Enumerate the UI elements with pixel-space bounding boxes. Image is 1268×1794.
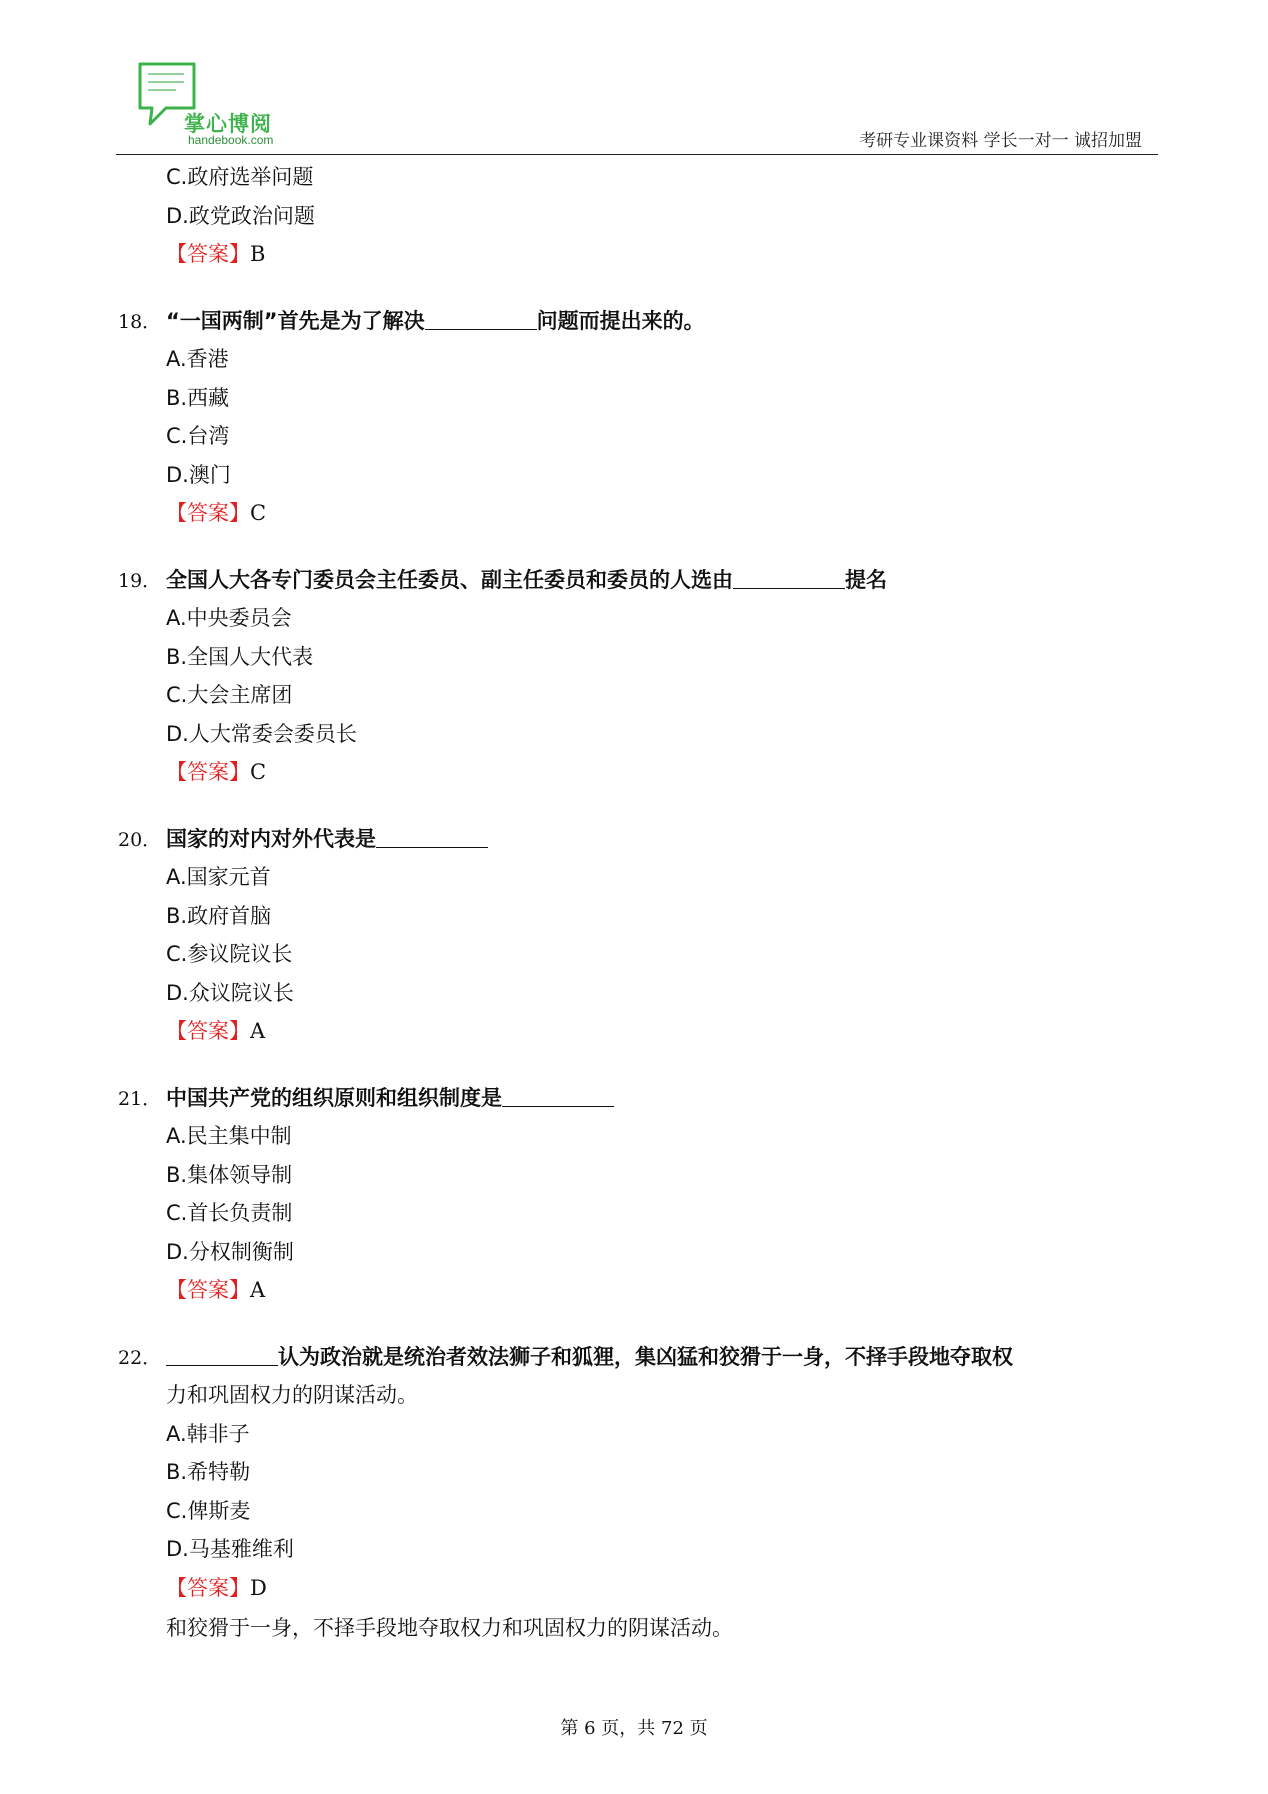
- option-d: D.澳门: [166, 462, 231, 487]
- answer-line: [118, 235, 1078, 274]
- option-d: D.马基雅维利: [166, 1537, 294, 1561]
- answer-line: [118, 1271, 1078, 1310]
- option-c: C.参议院议长: [166, 942, 293, 966]
- question-stem: [118, 561, 1078, 600]
- option-c: C.政府选举问题: [166, 165, 314, 189]
- question-18: [118, 302, 1078, 533]
- question-stem: [118, 820, 1078, 859]
- question-19: [118, 561, 1078, 792]
- option-b: B.集体领导制: [166, 1162, 293, 1187]
- page-header: [116, 58, 1158, 156]
- answer-value: A: [250, 1278, 266, 1302]
- question-20: [118, 820, 1078, 1051]
- answer-value: A: [250, 1019, 266, 1043]
- option-a: A.韩非子: [166, 1421, 250, 1446]
- question-continuation: 力和巩固权力的阴谋活动。: [166, 1383, 418, 1407]
- question-text-after: 提名: [845, 567, 887, 592]
- option-a: A.香港: [166, 347, 229, 371]
- question-number: 20．: [118, 828, 162, 851]
- answer-label: 【答案】: [166, 760, 250, 784]
- fill-blank: [376, 827, 488, 848]
- option-c: C.首长负责制: [166, 1201, 293, 1225]
- option-d: D.众议院议长: [166, 980, 294, 1005]
- page-footer: 第 6 页，共 72 页: [560, 1718, 708, 1739]
- option-b: B.政府首脑: [166, 903, 272, 928]
- question-number: 18．: [118, 310, 162, 333]
- option-c: C.俾斯麦: [166, 1498, 251, 1523]
- question-22: [118, 1338, 1078, 1648]
- option-b: B.希特勒: [166, 1460, 251, 1484]
- fill-blank: [425, 309, 537, 330]
- question-stem: [118, 1338, 1078, 1377]
- question-number: 19．: [118, 569, 162, 592]
- question-stem: [118, 302, 1078, 341]
- option-a: A.国家元首: [166, 865, 271, 889]
- answer-label: 【答案】: [166, 242, 250, 266]
- answer-value: C: [250, 760, 267, 784]
- option-d: D.人大常委会委员长: [166, 721, 357, 746]
- question-21: [118, 1079, 1078, 1310]
- answer-label: 【答案】: [166, 1019, 250, 1043]
- option-c: C.大会主席团: [166, 683, 293, 707]
- option-a: A.中央委员会: [166, 606, 292, 630]
- option-b: B.全国人大代表: [166, 644, 314, 669]
- question-text-before: “一国两制”首先是为了解决: [166, 308, 425, 333]
- answer-label: 【答案】: [166, 1278, 250, 1302]
- question-stem: [118, 1079, 1078, 1118]
- answer-label: 【答案】: [166, 501, 250, 525]
- fill-blank: [166, 1345, 278, 1366]
- question-text-after: 认为政治就是统治者效法狮子和狐狸，集凶猛和狡猾于一身，不择手段地夺取权: [278, 1344, 1013, 1369]
- page-content: [118, 158, 1078, 1648]
- answer-line: [118, 494, 1078, 533]
- answer-value: B: [250, 242, 266, 266]
- header-divider: [116, 154, 1158, 155]
- option-c: C.台湾: [166, 424, 230, 448]
- answer-line: [118, 753, 1078, 792]
- question-text-after: 问题而提出来的。: [536, 308, 705, 333]
- fill-blank: [502, 1086, 614, 1107]
- answer-line: [118, 1569, 1078, 1608]
- option-b: B.西藏: [166, 385, 230, 410]
- logo-name: 掌心博阅: [184, 112, 272, 136]
- answer-line: [118, 1012, 1078, 1051]
- fill-blank: [733, 568, 845, 589]
- option-d: D.政党政治问题: [166, 203, 315, 228]
- option-a: A.民主集中制: [166, 1124, 292, 1148]
- question-text-before: 中国共产党的组织原则和组织制度是: [166, 1085, 502, 1110]
- answer-value: C: [250, 501, 267, 525]
- answer-explanation: 和狡猾于一身，不择手段地夺取权力和巩固权力的阴谋活动。: [166, 1616, 733, 1640]
- answer-label: 【答案】: [166, 1575, 250, 1600]
- question-text-before: 国家的对内对外代表是: [166, 826, 376, 851]
- handebook-logo: [136, 62, 316, 146]
- question-text-before: 全国人大各专门委员会主任委员、副主任委员和委员的人选由: [166, 567, 733, 592]
- question-number: 22．: [118, 1346, 162, 1369]
- logo-domain: handebook.com: [188, 133, 274, 147]
- previous-question-tail: [118, 158, 1078, 274]
- header-slogan: 考研专业课资料 学长一对一 诚招加盟: [859, 131, 1142, 151]
- answer-value: D: [250, 1575, 267, 1600]
- option-d: D.分权制衡制: [166, 1239, 294, 1264]
- question-number: 21．: [118, 1087, 162, 1110]
